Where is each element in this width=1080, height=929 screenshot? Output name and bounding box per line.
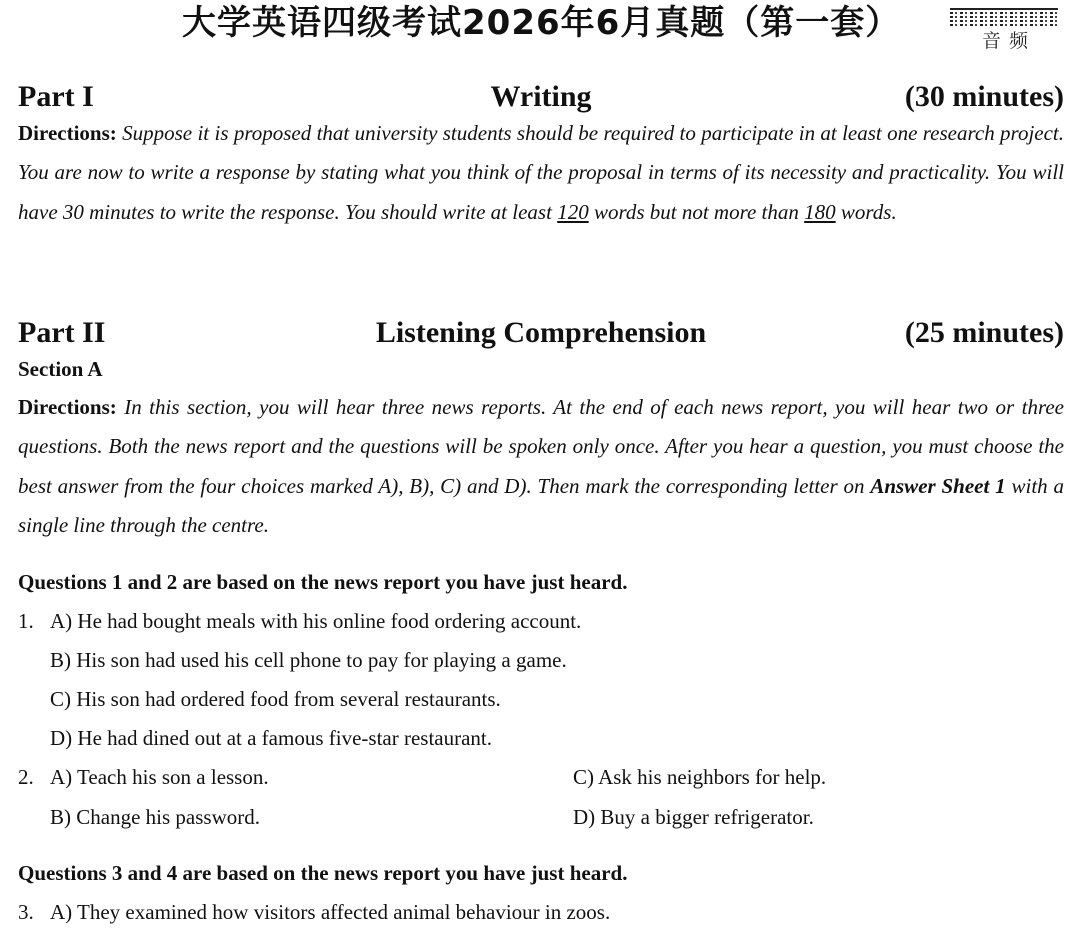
page-title: 大学英语四级考试2026年6月真题（第一套） (182, 3, 901, 43)
question-option: D) Buy a bigger refrigerator. (573, 805, 814, 829)
directions-label: Directions: (18, 395, 117, 419)
directions-label: Directions: (18, 121, 117, 145)
qr-code-icon[interactable] (950, 8, 1058, 28)
question-option: D) He had dined out at a famous five-star restaurant. (50, 726, 493, 750)
max-words: 180 (804, 199, 836, 224)
part1-directions-text: Suppose it is proposed that university students should be required to participate in at least one research project. You are now to write a response by stating what you think of the proposal in terms of its necessity and practicality. You will have 30 minutes to write the response. You should write at least (18, 121, 1064, 224)
part2-directions (18, 388, 1064, 545)
min-words: 120 (557, 199, 589, 224)
part1-label: Part I (18, 80, 94, 113)
part2-header (18, 316, 1064, 356)
part1-directions-text-2: words but not more than (593, 199, 799, 224)
part1-name: Writing (490, 80, 592, 113)
question-option: B) Change his password. (50, 805, 260, 829)
question-number: 3. (18, 900, 34, 924)
part1-directions (18, 114, 1064, 232)
part1-time: (30 minutes) (904, 80, 1064, 113)
question-option: A) They examined how visitors affected animal behaviour in zoos. (50, 900, 611, 924)
question-option: C) His son had ordered food from several restaurants. (50, 687, 501, 711)
part2-name: Listening Comprehension (375, 316, 707, 349)
audio-qr-block[interactable] (950, 8, 1060, 54)
part2-time: (25 minutes) (904, 316, 1064, 349)
question-group-heading: Questions 3 and 4 are based on the news report you have just heard. (18, 861, 628, 885)
part2-label: Part II (18, 316, 106, 349)
question-option: B) His son had used his cell phone to pay for playing a game. (50, 648, 567, 672)
question-number: 1. (18, 609, 34, 633)
part2-directions-text-2: with a single line through the centre. (18, 473, 1064, 537)
question-number: 2. (18, 765, 34, 789)
section-a-heading: Section A (18, 357, 103, 381)
question-option: C) Ask his neighbors for help. (573, 765, 827, 789)
part1-directions-text-3: words. (840, 199, 897, 224)
answer-sheet-ref: Answer Sheet 1 (870, 473, 1006, 498)
part2-directions-text: In this section, you will hear three news reports. At the end of each news report, you will hear two or three questions. Both the news report and the questions will be spoken only once. After you hear a question, you must choose the best answer from the four choices marked A), B), C) and D). Then mark the corresponding letter on (18, 395, 1064, 498)
question-group-heading: Questions 1 and 2 are based on the news report you have just heard. (18, 570, 628, 594)
question-option: A) He had bought meals with his online food ordering account. (50, 609, 582, 633)
audio-label: 音频 (981, 30, 1036, 52)
question-option: A) Teach his son a lesson. (50, 765, 269, 789)
